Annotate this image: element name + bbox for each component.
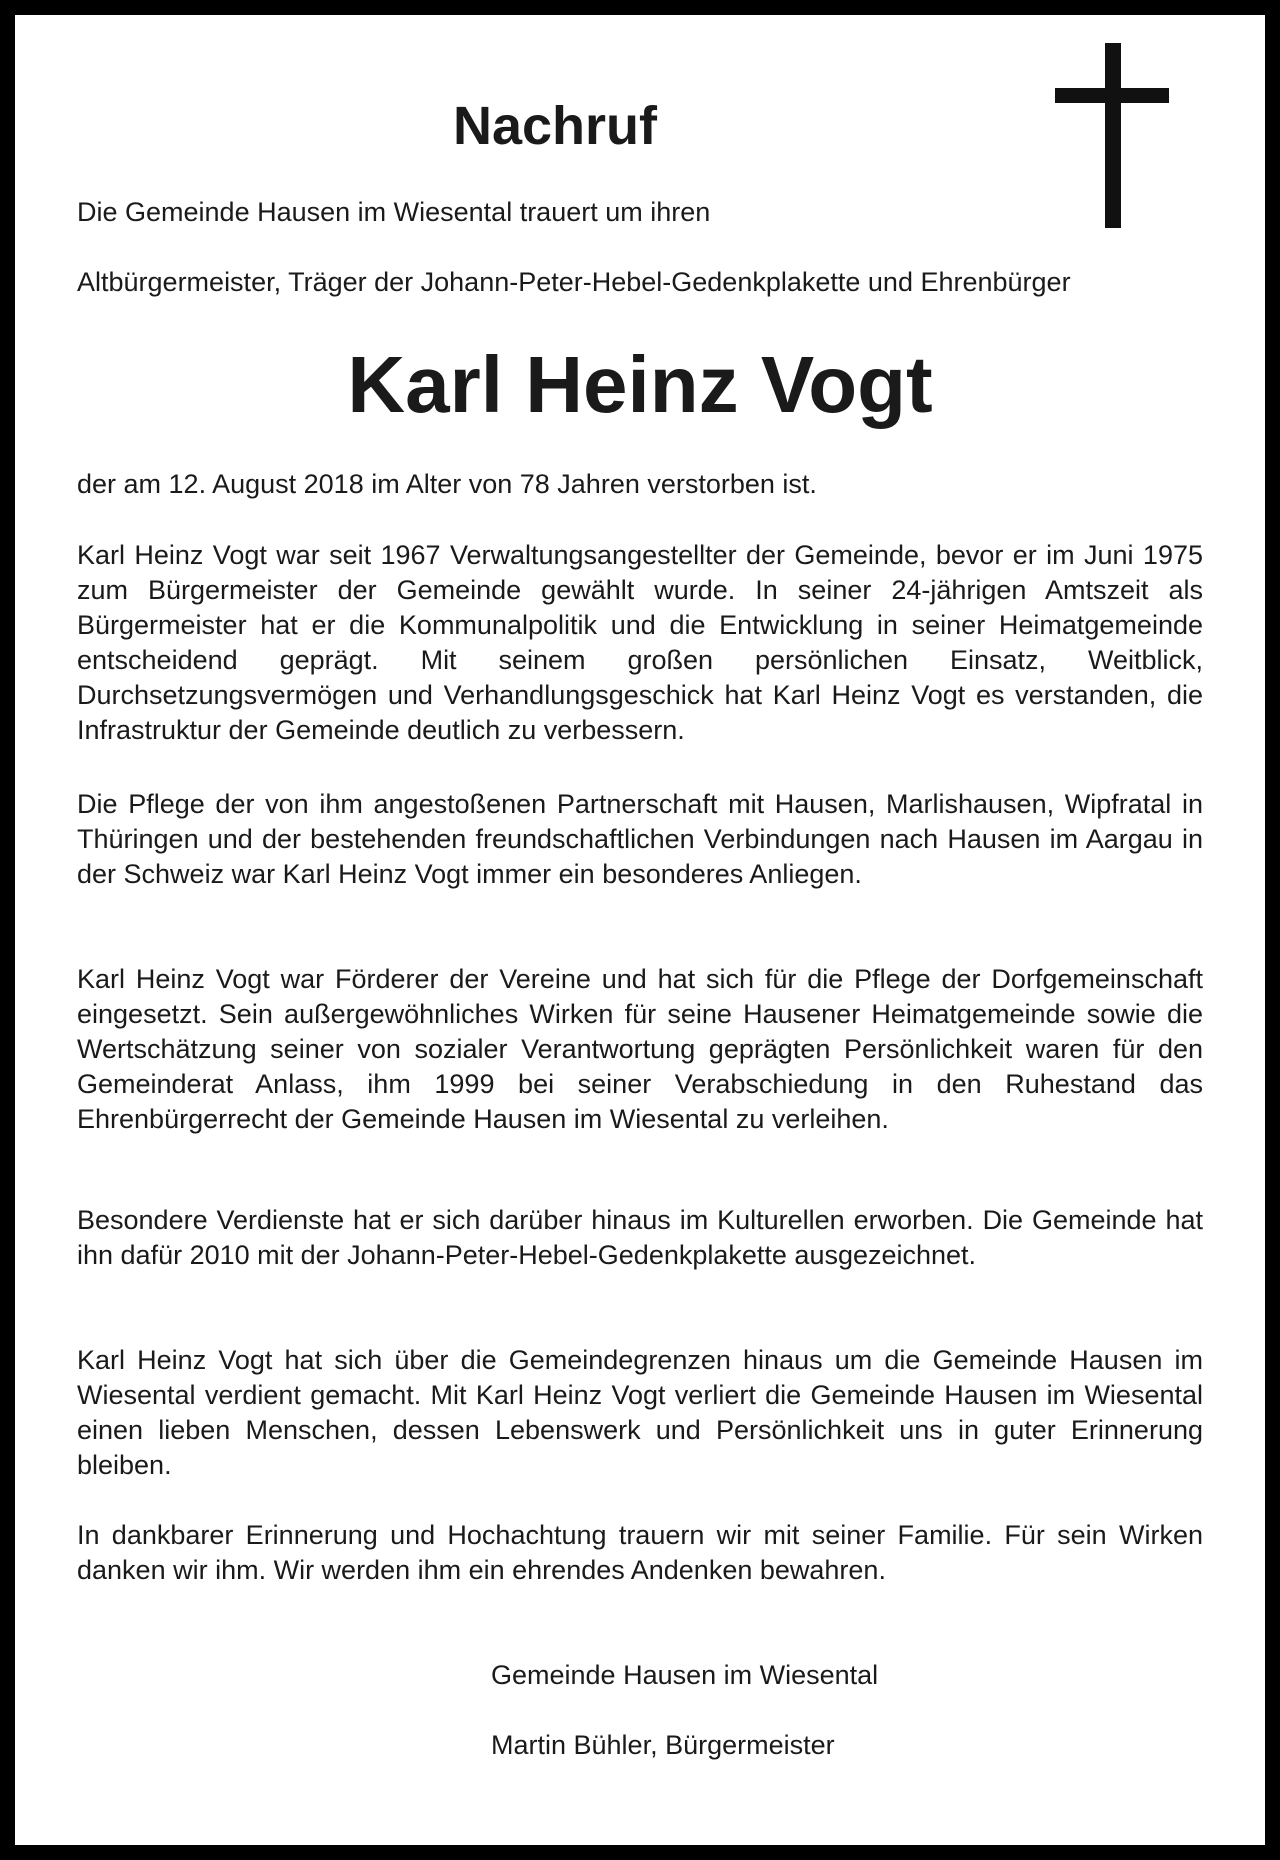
paragraph-culture: Besondere Verdienste hat er sich darüber hinaus im Kulturellen erworben. Die Gemeinde hat ihn dafür 2010 mit der Johann-Peter-Hebel-Gedenkplakette ausgezeichnet. — [77, 1205, 1203, 1270]
obituary-notice — [15, 15, 1265, 1845]
paragraph-closing: In dankbarer Erinnerung und Hochachtung trauern wir mit seiner Familie. Für sein Wirken danken wir ihm. Wir werden ihm ein ehrendes Andenken bewahren. — [77, 1520, 1203, 1585]
paragraph-merits: Karl Heinz Vogt hat sich über die Gemeindegrenzen hinaus um die Gemeinde Hausen im Wiesental verdient gemacht. Mit Karl Heinz Vogt verliert die Gemeinde Hausen im Wiesental einen lieben Menschen, dessen Lebenswerk und Persönlichkeit uns in guter Erinnerung bleiben. — [77, 1345, 1203, 1480]
paragraph-career: Karl Heinz Vogt war seit 1967 Verwaltungsangestellter der Gemeinde, bevor er im Juni 1975 zum Bürgermeister der Gemeinde gewählt wurde. In seiner 24-jährigen Amtszeit als Bürgermeister hat er die Kommunalpolitik und die Entwicklung in seiner Heimatgemeinde entscheidend geprägt. Mit seinem großen persönlichen Einsatz, Weitblick, Durchsetzungsvermögen und Verhandlungsgeschick hat Karl Heinz Vogt es verstanden, die Infrastruktur der Gemeinde deutlich zu verbessern. — [77, 540, 1203, 745]
notice-heading: Nachruf — [452, 96, 658, 156]
deceased-name: Karl Heinz Vogt — [347, 340, 933, 429]
signature-organization: Gemeinde Hausen im Wiesental — [491, 1660, 879, 1690]
paragraph-community: Karl Heinz Vogt war Förderer der Vereine und hat sich für die Pflege der Dorfgemeinschaft eingesetzt. Sein außergewöhnliches Wirken für seine Hausener Heimatgemeinde sowie die Wertschätzung seiner von sozialer Verantwortung geprägten Persönlichkeit waren für den Gemeinderat Anlass, ihm 1999 bei seiner Verabschiedung in den Ruhestand das Ehrenbürgerrecht der Gemeinde Hausen im Wiesental zu verleihen. — [77, 964, 1203, 1134]
paragraph-partnership: Die Pflege der von ihm angestoßenen Partnerschaft mit Hausen, Marlishausen, Wipfratal in Thüringen und der bestehenden freundschaftlichen Verbindungen nach Hausen im Aargau in der Schweiz war Karl Heinz Vogt immer ein besonderes Anliegen. — [77, 789, 1203, 889]
intro-line-1: Die Gemeinde Hausen im Wiesental trauert um ihren — [77, 197, 711, 227]
intro-line-2: Altbürgermeister, Träger der Johann-Peter-Hebel-Gedenkplakette und Ehrenbürger — [77, 267, 1071, 297]
death-line: der am 12. August 2018 im Alter von 78 Jahren verstorben ist. — [77, 469, 817, 499]
signature-person: Martin Bühler, Bürgermeister — [491, 1730, 835, 1760]
